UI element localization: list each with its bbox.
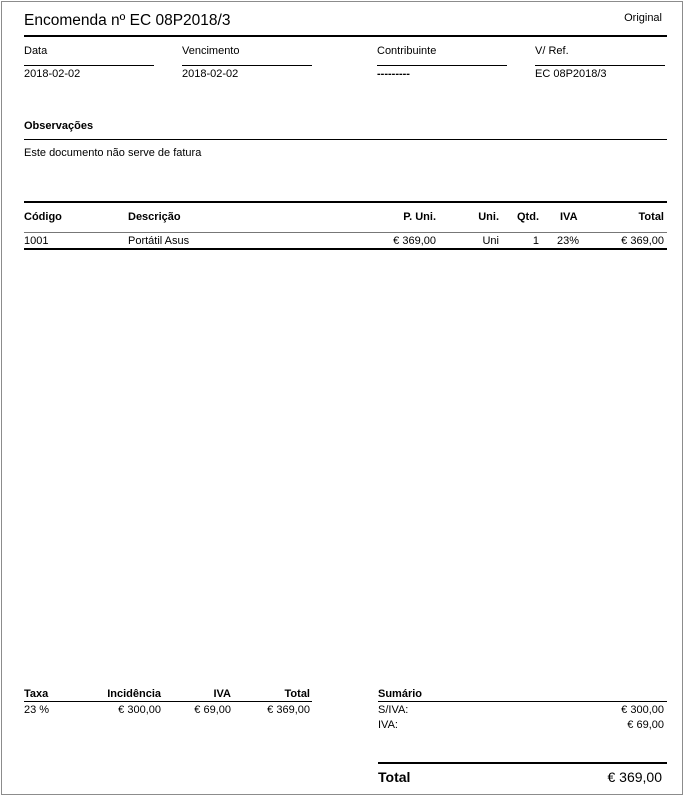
header-rule [24, 35, 667, 37]
tax-taxa: 23 % [24, 704, 50, 716]
tax-col-incidencia-header: Incidência [107, 688, 161, 700]
tax-col-taxa-header: Taxa [24, 688, 49, 700]
grand-total-label: Total [378, 769, 411, 785]
summary-iva-value: € 69,00 [627, 719, 664, 731]
vencimento-value: 2018-02-02 [182, 68, 239, 80]
ref-rule [535, 65, 665, 66]
item-codigo: 1001 [24, 235, 49, 247]
col-iva-header: IVA [560, 211, 578, 223]
contribuinte-value: --------- [377, 68, 410, 80]
col-unidade-header: Uni. [478, 211, 499, 223]
item-descricao: Portátil Asus [128, 235, 190, 247]
grand-total-value: € 369,00 [607, 769, 662, 785]
tax-incidencia: € 300,00 [118, 704, 161, 716]
document-title: Encomenda nº EC 08P2018/3 [24, 12, 231, 29]
col-preco-header: P. Uni. [403, 211, 436, 223]
items-bottom-rule [24, 248, 667, 250]
vencimento-rule [182, 65, 312, 66]
tax-iva: € 69,00 [194, 704, 231, 716]
item-total: € 369,00 [621, 235, 664, 247]
vencimento-label: Vencimento [182, 45, 240, 57]
col-codigo-header: Código [24, 211, 62, 223]
item-unidade: Uni [482, 235, 499, 247]
item-preco: € 369,00 [393, 235, 436, 247]
data-rule [24, 65, 154, 66]
data-value: 2018-02-02 [24, 68, 81, 80]
tax-total: € 369,00 [267, 704, 310, 716]
contribuinte-label: Contribuinte [377, 45, 437, 57]
observations-text: Este documento não serve de fatura [24, 147, 202, 159]
col-total-header: Total [638, 211, 664, 223]
tax-header-rule [24, 701, 312, 702]
items-top-rule [24, 201, 667, 203]
items-header-rule [24, 232, 667, 233]
summary-iva-label: IVA: [378, 719, 398, 731]
observations-title: Observações [24, 120, 94, 132]
col-descricao-header: Descrição [128, 211, 181, 223]
item-qtd: 1 [532, 235, 539, 247]
ref-value: EC 08P2018/3 [535, 68, 607, 80]
observations-rule [24, 139, 667, 140]
item-iva: 23% [557, 235, 580, 247]
summary-title: Sumário [378, 688, 423, 700]
ref-label: V/ Ref. [535, 45, 569, 57]
col-qtd-header: Qtd. [517, 211, 539, 223]
document-page [1, 1, 683, 795]
total-rule [378, 762, 667, 764]
tax-col-iva-header: IVA [213, 688, 231, 700]
contribuinte-rule [377, 65, 507, 66]
data-label: Data [24, 45, 48, 57]
summary-siva-value: € 300,00 [621, 704, 664, 716]
summary-header-rule [378, 701, 667, 702]
summary-siva-label: S/IVA: [378, 704, 409, 716]
tax-col-total-header: Total [284, 688, 310, 700]
copy-label: Original [624, 12, 662, 24]
